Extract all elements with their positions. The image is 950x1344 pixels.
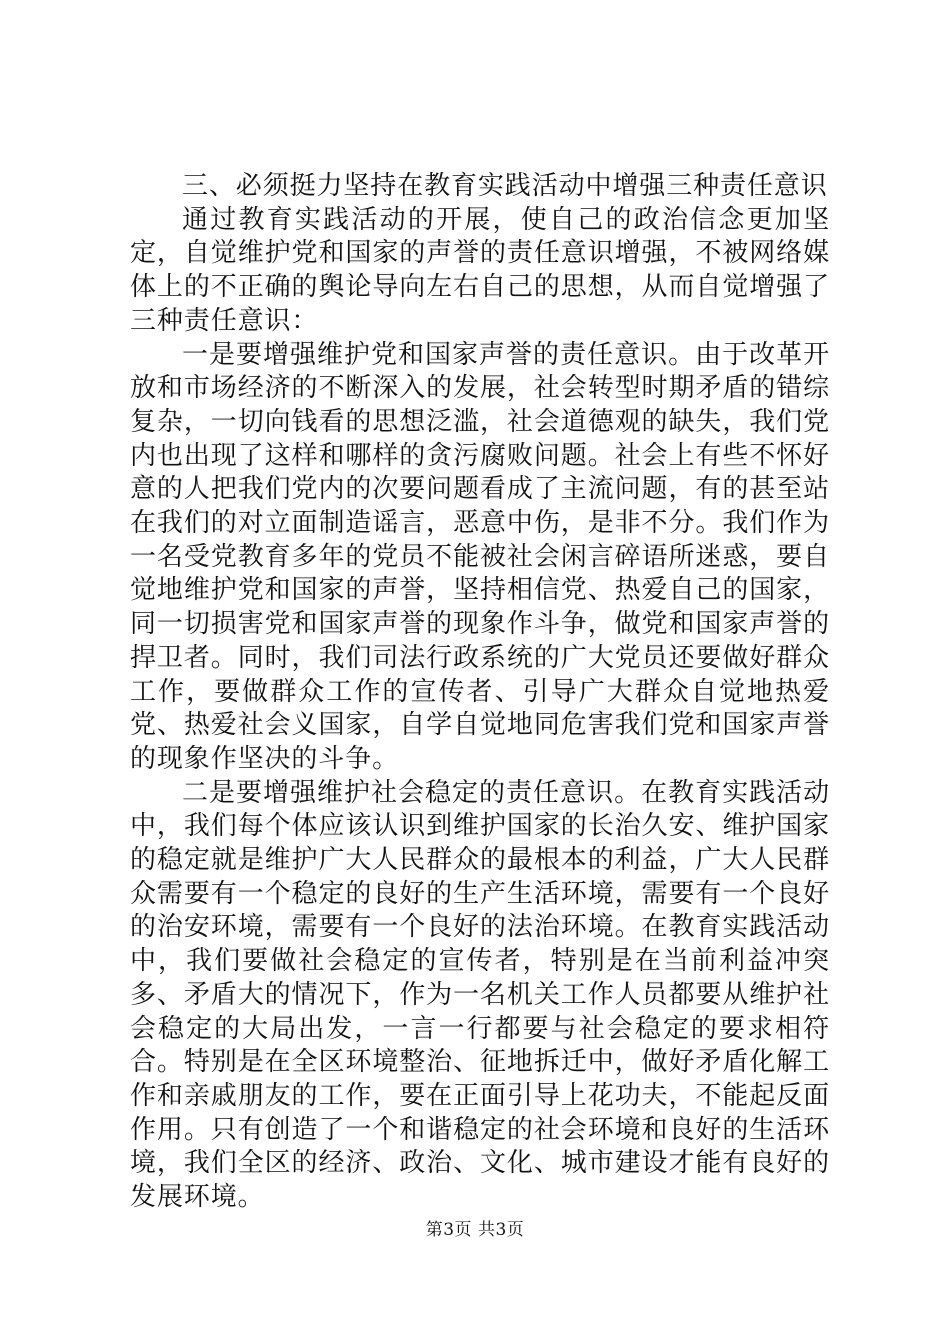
section-heading: 三、必须挺力坚持在教育实践活动中增强三种责任意识	[182, 171, 828, 201]
intro-paragraph: 通过教育实践活动的开展，使自己的政治信念更加坚定，自觉维护党和国家的声誉的责任意识增强，不被网络媒体上的不正确的舆论导向左右自己的思想，从而自觉增强了三种责任意识：	[130, 204, 830, 336]
page-number-footer: 第3页 共3页	[425, 1220, 525, 1240]
document-body	[130, 170, 830, 1215]
paragraph-party-reputation: 一是要增强维护党和国家声誉的责任意识。由于改革开放和市场经济的不断深入的发展，社会转型时期矛盾的错综复杂，一切向钱看的思想泛滥，社会道德观的缺失，我们党内也出现了这样和哪样的贪污腐败问题。社会上有些不怀好意的人把我们党内的次要问题看成了主流问题，有的甚至站在我们的对立面制造谣言，恶意中伤，是非不分。我们作为一名受党教育多年的党员不能被社会闲言碎语所迷惑，要自觉地维护党和国家的声誉，坚持相信党、热爱自己的国家，同一切损害党和国家声誉的现象作斗争，做党和国家声誉的捍卫者。同时，我们司法行政系统的广大党员还要做好群众工作，要做群众工作的宣传者、引导广大群众自觉地热爱党、热爱社会义国家，自学自觉地同危害我们党和国家声誉的现象作坚决的斗争。	[130, 339, 830, 774]
paragraph-social-stability: 二是要增强维护社会稳定的责任意识。在教育实践活动中，我们每个体应该认识到维护国家的长治久安、维护国家的稳定就是维护广大人民群众的最根本的利益，广大人民群众需要有一个稳定的良好的生产生活环境，需要有一个良好的治安环境，需要有一个良好的法治环境。在教育实践活动中，我们要做社会稳定的宣传者，特别是在当前利益冲突多、矛盾大的情况下，作为一名机关工作人员都要从维护社会稳定的大局出发，一言一行都要与社会稳定的要求相符合。特别是在全区环境整治、征地拆迁中，做好矛盾化解工作和亲戚朋友的工作，要在正面引导上花功夫，不能起反面作用。只有创造了一个和谐稳定的社会环境和良好的生活环境，我们全区的经济、政治、文化、城市建设才能有良好的发展环境。	[130, 777, 830, 1213]
